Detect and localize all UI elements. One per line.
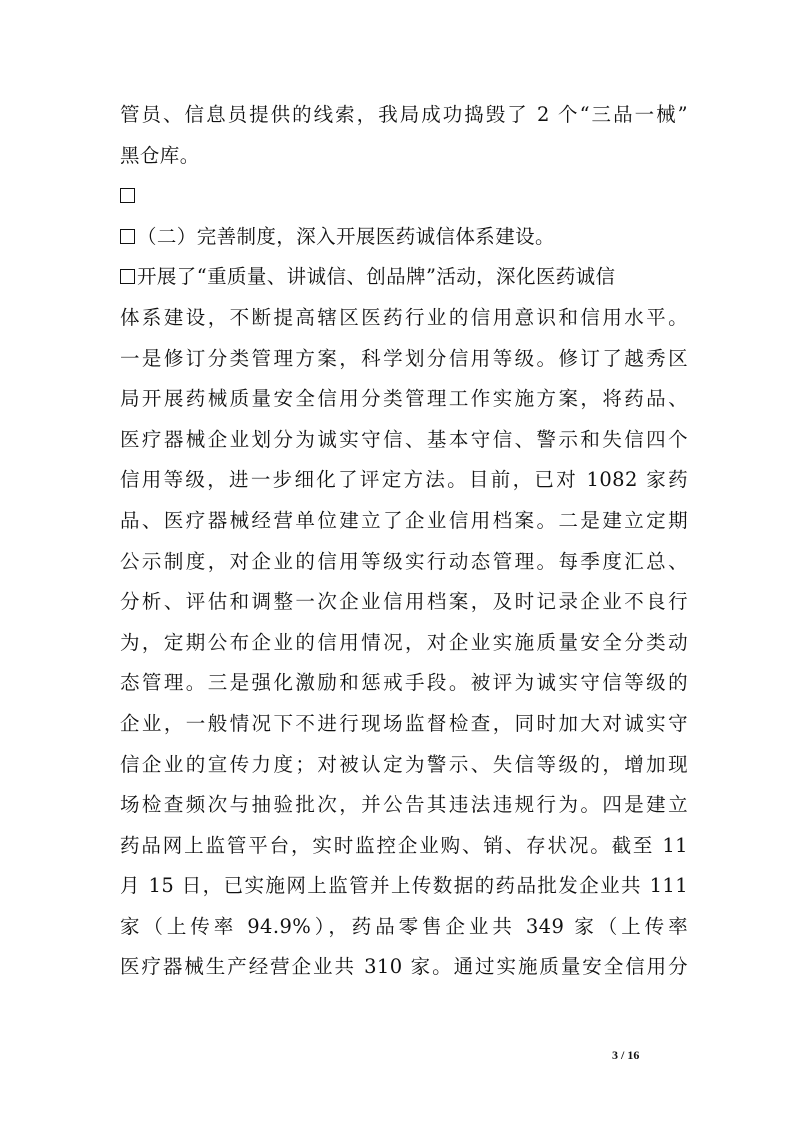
text-line: 分析、评估和调整一次企业信用档案，及时记录企业不良行 — [120, 590, 688, 614]
missing-character-box-icon — [120, 188, 135, 203]
text-line: 局开展药械质量安全信用分类管理工作实施方案，将药品、 — [120, 387, 688, 411]
paragraph-first-line — [120, 257, 688, 298]
section-heading-text: （二）完善制度，深入开展医药诚信体系建设。 — [137, 224, 555, 248]
text-line: 家（上传率 94.9%），药品零售企业共 349 家（上传率 — [120, 914, 688, 938]
text-line: 月 15 日，已实施网上监管并上传数据的药品批发企业共 111 — [120, 874, 688, 898]
text-line: 公示制度，对企业的信用等级实行动态管理。每季度汇总、 — [120, 549, 688, 573]
body-text — [120, 95, 688, 988]
text-line: 医疗器械生产经营企业共 310 家。通过实施质量安全信用分 — [120, 955, 688, 979]
missing-character-box-icon — [120, 229, 135, 244]
section-heading-line — [120, 217, 688, 258]
text-line: 体系建设，不断提高辖区医药行业的信用意识和信用水平。 — [120, 305, 688, 329]
text-line: 管员、信息员提供的线索，我局成功捣毁了 2 个“三品一械” — [120, 103, 688, 126]
page-number: 3 / 16 — [612, 1048, 640, 1062]
paragraph-first-line-text: 开展了“重质量、讲诚信、创品牌”活动，深化医药诚信 — [137, 265, 616, 289]
text-line: 医疗器械企业划分为诚实守信、基本守信、警示和失信四个 — [120, 427, 688, 451]
text-line: 企业，一般情况下不进行现场监督检查，同时加大对诚实守 — [120, 711, 688, 735]
missing-character-box-icon — [120, 269, 135, 284]
text-line: 态管理。三是强化激励和惩戒手段。被评为诚实守信等级的 — [120, 671, 688, 695]
text-line: 一是修订分类管理方案，科学划分信用等级。修订了越秀区 — [120, 346, 688, 370]
text-line: 药品网上监管平台，实时监控企业购、销、存状况。截至 11 — [120, 833, 688, 857]
text-line: 信企业的宣传力度；对被认定为警示、失信等级的，增加现 — [120, 752, 688, 776]
empty-paragraph-line — [120, 176, 688, 217]
text-line: 黑仓库。 — [120, 143, 200, 167]
text-line: 信用等级，进一步细化了评定方法。目前，已对 1082 家药 — [120, 468, 688, 492]
text-line: 场检查频次与抽验批次，并公告其违法违规行为。四是建立 — [120, 793, 688, 817]
text-line: 为，定期公布企业的信用情况，对企业实施质量安全分类动 — [120, 630, 688, 654]
text-line: 品、医疗器械经营单位建立了企业信用档案。二是建立定期 — [120, 508, 688, 532]
